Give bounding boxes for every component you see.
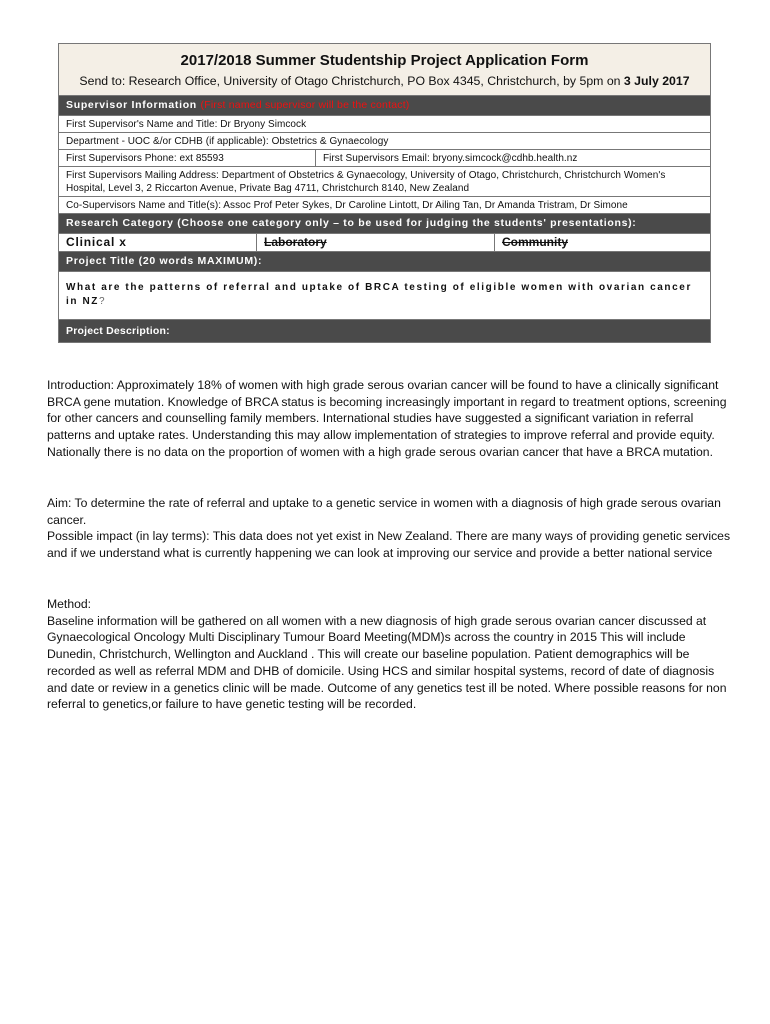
supervisor-section-header <box>59 96 710 116</box>
category-clinical: Clinical x <box>59 234 257 251</box>
mailing-address-field: First Supervisors Mailing Address: Department of Obstetrics & Gynaecology, University of Otago, Christchurch, Christchurch Women's Hospital, Level 3, 2 Riccarton Avenue, Private Bag 4711, Christchurch 8140, New Zealand <box>59 167 710 197</box>
email-field: First Supervisors Email: bryony.simcock@cdhb.health.nz <box>323 153 578 164</box>
research-category-header: Research Category (Choose one category only – to be used for judging the students' presentations): <box>59 214 710 234</box>
method-label: Method: <box>47 597 92 611</box>
introduction-text: Introduction: Approximately 18% of women with high grade serous ovarian cancer will be found to have a clinically significant BRCA gene mutation. Knowledge of BRCA status is becoming increasingly important in regard to treatment options, screening for other cancers and counselling family members. International studies have suggested a significant variation in referral patterns and uptake rates. Understanding this may allow implementation of strategies to improve referral and provide equity. Nationally there is no data on the proportion of women with a high grade serous ovarian cancer that have a BRCA mutation. <box>47 378 727 459</box>
project-title-end: ? <box>99 296 107 307</box>
category-community: Community <box>502 235 568 249</box>
aim-impact-block <box>47 495 737 562</box>
send-to-line <box>63 73 706 89</box>
category-laboratory: Laboratory <box>257 234 495 251</box>
send-to-text: Send to: Research Office, University of Otago Christchurch, PO Box 4345, Christchurch, by 5pm on <box>79 74 624 88</box>
method-block <box>47 596 737 713</box>
impact-text: Possible impact (in lay terms): This data does not yet exist in New Zealand. There are many ways of providing genetic services and if we understand what is currently happening we can look at improving our service and provide a better national service <box>47 529 731 561</box>
form-title: 2017/2018 Summer Studentship Project Application Form <box>180 52 589 69</box>
project-description-header: Project Description: <box>59 320 710 342</box>
category-row <box>59 234 710 252</box>
project-title-text: What are the patterns of referral and uptake of BRCA testing of eligible women with ovarian cancer in NZ <box>66 282 692 307</box>
supervisor-header-label: Supervisor Information <box>66 99 197 111</box>
method-text: Baseline information will be gathered on all women with a new diagnosis of high grade serous ovarian cancer discussed at Gynaecological Oncology Multi Disciplinary Tumour Board Meeting(MDM)s across the country in 2015 This will include Dunedin, Christchurch, Wellington and Auckland . This will create our baseline population. Patient demographics will be recorded as well as referral MDM and DHB of domicile. Using HCS and similar hospital systems, record of date of diagnosis and date or review in a genetics clinic will be made. Outcome of any genetics test ill be noted. Where possible reasons for non referral to genetics,or failure to have genetic testing will be recorded. <box>47 613 727 712</box>
aim-text: Aim: To determine the rate of referral and uptake to a genetic service in women with a diagnosis of high grade serous ovarian cancer. <box>47 496 721 527</box>
deadline: 3 July 2017 <box>623 74 690 88</box>
supervisor-note: (First named supervisor will be the contact) <box>200 99 410 111</box>
form-header <box>59 44 710 96</box>
project-title <box>59 272 710 320</box>
introduction-paragraph <box>47 377 737 461</box>
project-title-header: Project Title (20 words MAXIMUM): <box>59 252 710 272</box>
application-form <box>58 43 711 343</box>
phone-field: First Supervisors Phone: ext 85593 <box>59 150 316 166</box>
first-supervisor-field: First Supervisor's Name and Title: Dr Bryony Simcock <box>59 116 710 133</box>
co-supervisors-field: Co-Supervisors Name and Title(s): Assoc Prof Peter Sykes, Dr Caroline Lintott, Dr Ailing Tan, Dr Amanda Tristram, Dr Simone <box>59 197 710 214</box>
department-field: Department - UOC &/or CDHB (if applicable): Obstetrics & Gynaecology <box>59 133 710 150</box>
contact-row <box>59 150 710 167</box>
